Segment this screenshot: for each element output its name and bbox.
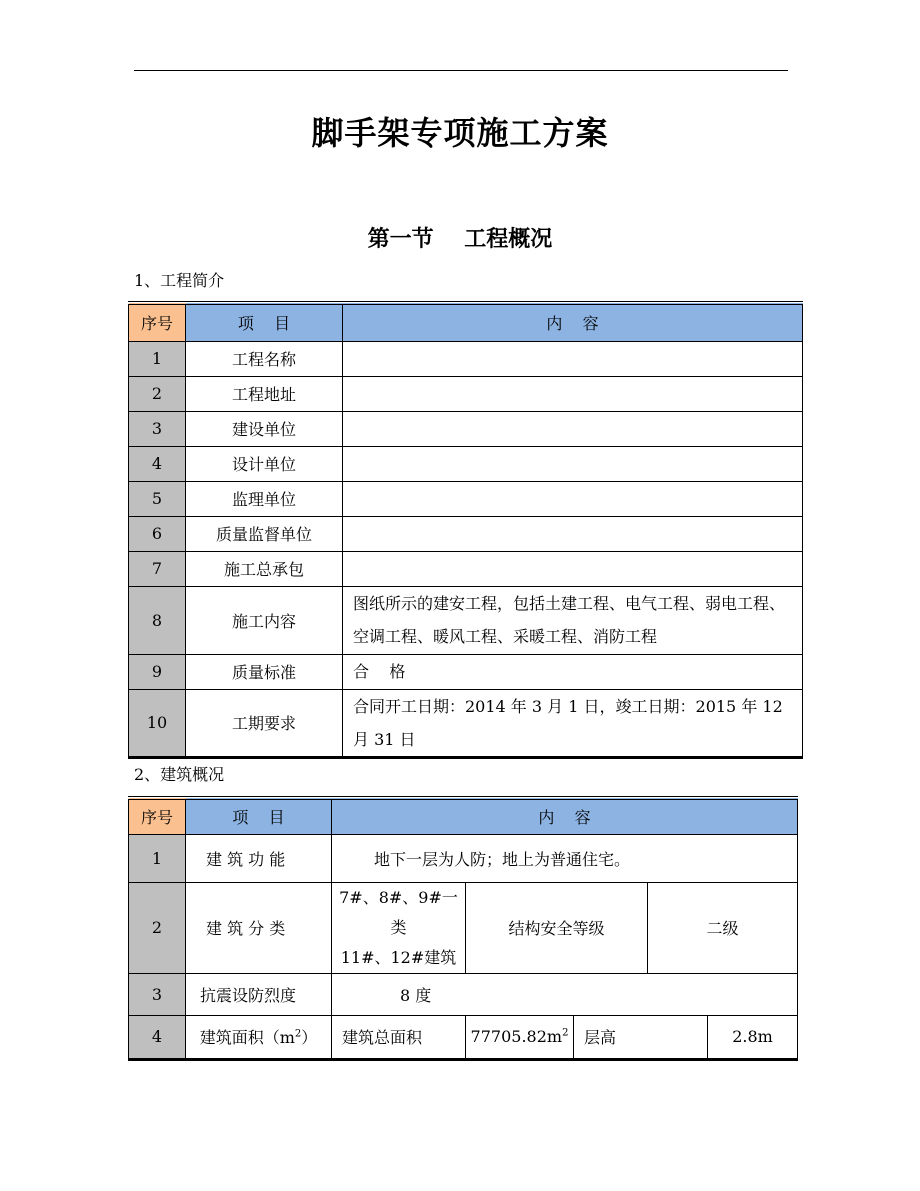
- row-content: [343, 446, 803, 481]
- header-rule: [134, 70, 788, 71]
- section2-heading: 2、建筑概况: [134, 765, 225, 784]
- table-row: [129, 834, 798, 882]
- total-area-label: 建筑总面积: [332, 1015, 466, 1059]
- header-content: 内 容: [343, 303, 803, 341]
- row-no: 2: [129, 376, 186, 411]
- table-row: [129, 516, 803, 551]
- table-header-row: [129, 798, 798, 834]
- class-line-2: 11#、12#建筑: [340, 947, 457, 967]
- row-content: 合 格: [343, 654, 803, 689]
- table-row: [129, 481, 803, 516]
- safety-grade-value: 二级: [648, 882, 798, 973]
- building-overview-table: [128, 796, 798, 1061]
- header-item: 项 目: [186, 303, 343, 341]
- row-no: 3: [129, 411, 186, 446]
- table-row: [129, 586, 803, 654]
- row-no: 9: [129, 654, 186, 689]
- row-item: 监理单位: [186, 481, 343, 516]
- row-item: 建 筑 分 类: [186, 882, 332, 973]
- row-no: 6: [129, 516, 186, 551]
- row-content: [343, 481, 803, 516]
- floor-height-label: 层高: [574, 1015, 708, 1059]
- table-row: [129, 551, 803, 586]
- total-area-number: 77705.82m: [470, 1027, 563, 1046]
- row-content: [343, 376, 803, 411]
- row-content: 地下一层为人防；地上为普通住宅。: [332, 834, 798, 882]
- row-item: 建 筑 功 能: [186, 834, 332, 882]
- row-no: 4: [129, 446, 186, 481]
- table-row: [129, 973, 798, 1015]
- row-item: [186, 1015, 332, 1059]
- total-area-sup: 2: [562, 1027, 569, 1039]
- header-content: 内 容: [332, 798, 798, 834]
- row-item: 建设单位: [186, 411, 343, 446]
- table-row: [129, 341, 803, 376]
- row-no: 5: [129, 481, 186, 516]
- row-no: 2: [129, 882, 186, 973]
- table-row: [129, 411, 803, 446]
- document-title: 脚手架专项施工方案: [311, 114, 609, 152]
- row-content: [343, 411, 803, 446]
- row-item: 质量监督单位: [186, 516, 343, 551]
- table-row: [129, 376, 803, 411]
- table-row: [129, 689, 803, 757]
- row-content: 图纸所示的建安工程，包括土建工程、电气工程、弱电工程、空调工程、暖风工程、采暖工程、消防工程: [343, 586, 803, 654]
- table-row: [129, 1015, 798, 1059]
- class-line-1: 7#、8#、9#一类: [339, 887, 458, 937]
- table-row: [129, 882, 798, 973]
- row-content: 合同开工日期：2014 年 3 月 1 日，竣工日期：2015 年 12 月 31 日: [343, 689, 803, 757]
- row-item: 质量标准: [186, 654, 343, 689]
- row-content: [343, 341, 803, 376]
- table-header-row: [129, 303, 803, 341]
- row-no: 1: [129, 341, 186, 376]
- row-no: 7: [129, 551, 186, 586]
- total-area-value: [466, 1015, 574, 1059]
- row-content: [343, 551, 803, 586]
- table-row: [129, 654, 803, 689]
- row-no: 8: [129, 586, 186, 654]
- row-no: 1: [129, 834, 186, 882]
- row-item: 施工总承包: [186, 551, 343, 586]
- row-item: 设计单位: [186, 446, 343, 481]
- row-item: 工程名称: [186, 341, 343, 376]
- row-content: 8 度: [332, 973, 798, 1015]
- row-item: 抗震设防烈度: [186, 973, 332, 1015]
- area-unit-sup: 2: [294, 1028, 302, 1040]
- row-content: [343, 516, 803, 551]
- row-no: 4: [129, 1015, 186, 1059]
- area-label-close: ）: [301, 1028, 318, 1047]
- row-no: 3: [129, 973, 186, 1015]
- floor-height-value: 2.8m: [708, 1015, 798, 1059]
- building-class-cell: [332, 882, 466, 973]
- safety-grade-label: 结构安全等级: [466, 882, 648, 973]
- row-item: 施工内容: [186, 586, 343, 654]
- header-no: 序号: [129, 303, 186, 341]
- row-no: 10: [129, 689, 186, 757]
- row-item: 工期要求: [186, 689, 343, 757]
- header-no: 序号: [129, 798, 186, 834]
- area-label: 建筑面积（m: [199, 1028, 295, 1047]
- header-item: 项 目: [186, 798, 332, 834]
- table-row: [129, 446, 803, 481]
- project-summary-table: [128, 301, 803, 759]
- section-title: 第一节 工程概况: [367, 226, 553, 252]
- section1-heading: 1、工程简介: [134, 271, 225, 290]
- row-item: 工程地址: [186, 376, 343, 411]
